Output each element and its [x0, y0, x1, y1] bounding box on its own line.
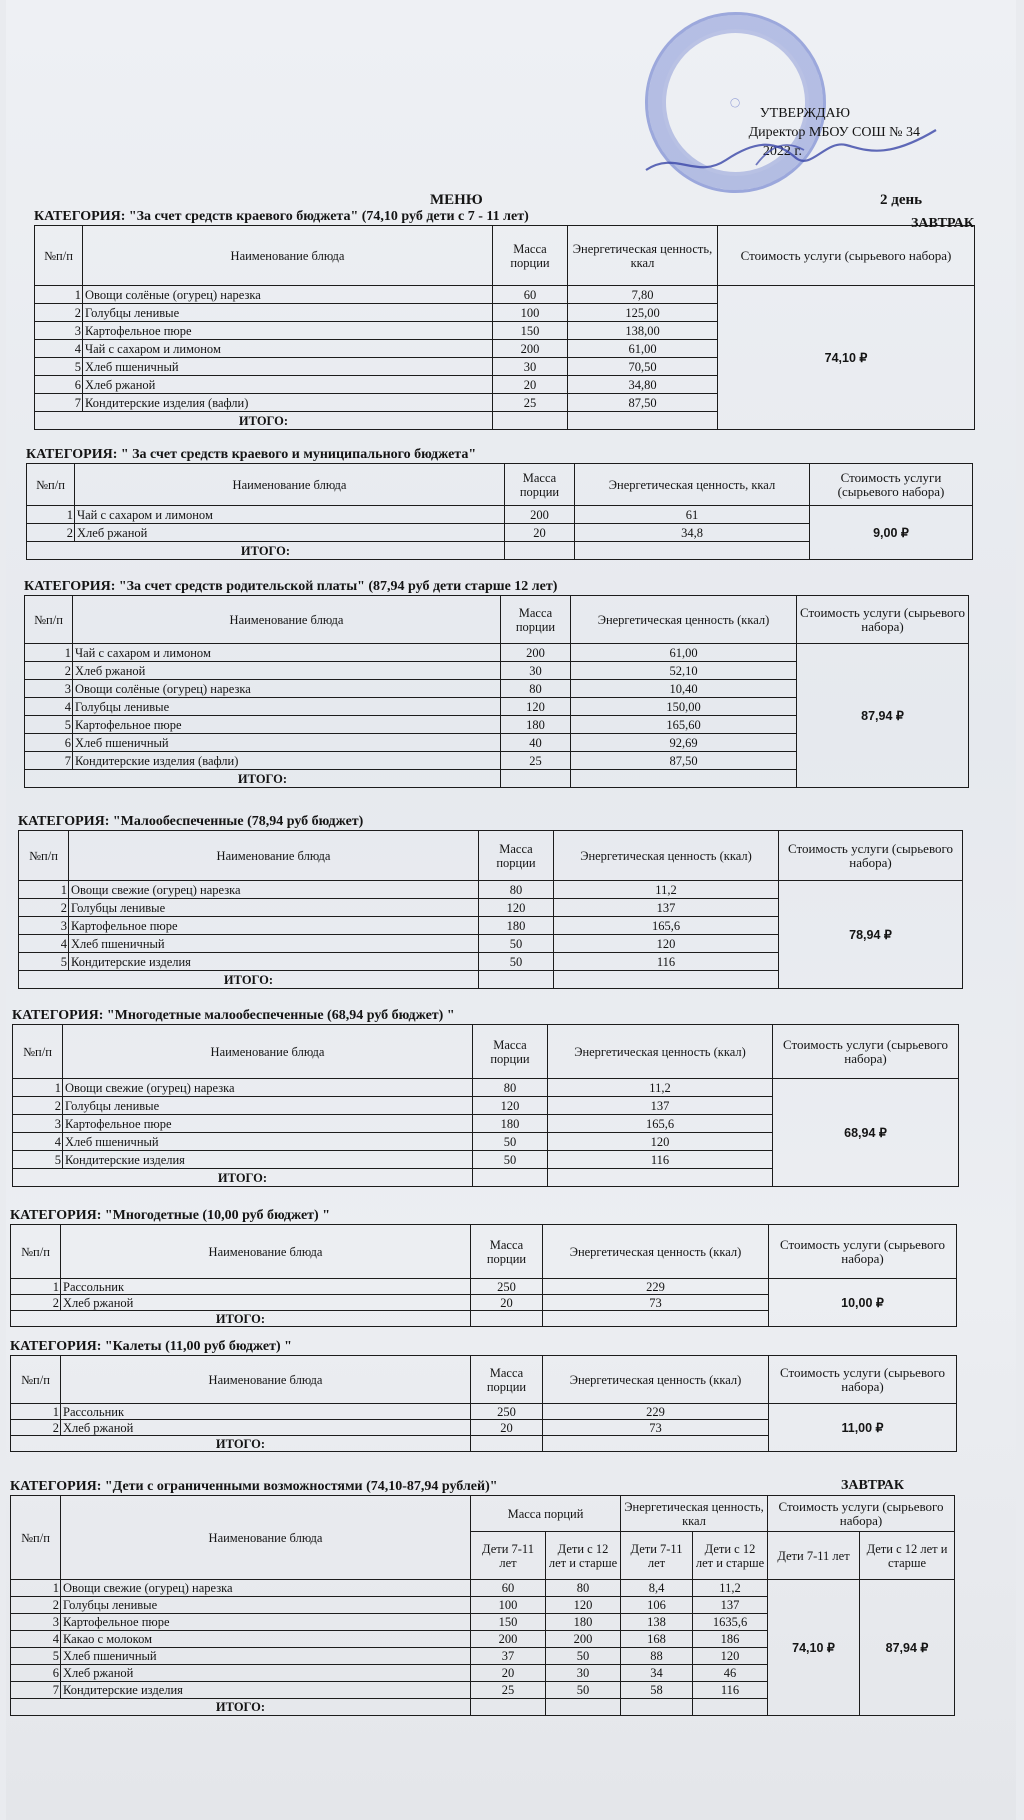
meal-label: ЗАВТРАК	[910, 216, 974, 231]
energy-7-11: 88	[621, 1648, 693, 1665]
col-energy: Энергетическая ценность (ккал)	[548, 1025, 773, 1079]
dish-energy: 87,50	[568, 394, 718, 412]
category-section	[34, 208, 974, 430]
category-section	[10, 1478, 954, 1716]
row-number: 3	[19, 917, 69, 935]
service-cost: 10,00 ₽	[769, 1279, 957, 1327]
energy-12: 186	[693, 1631, 768, 1648]
energy-7-11: 58	[621, 1682, 693, 1699]
dish-mass: 60	[493, 286, 568, 304]
dish-mass: 50	[473, 1151, 548, 1169]
col-cost: Стоимость услуги (сырьевого набора)	[773, 1025, 959, 1079]
total-cell	[693, 1699, 768, 1716]
total-energy	[571, 770, 797, 788]
table-row	[11, 1279, 957, 1295]
dish-name: Хлеб ржаной	[83, 376, 493, 394]
table-header	[11, 1356, 957, 1404]
col-energy: Энергетическая ценность (ккал)	[554, 831, 779, 881]
col-mass: Масса порции	[471, 1225, 543, 1279]
dish-mass: 20	[471, 1295, 543, 1311]
category-section	[18, 813, 962, 989]
energy-12: 116	[693, 1682, 768, 1699]
signature-icon	[636, 110, 946, 190]
table-header	[35, 226, 975, 286]
row-number: 5	[35, 358, 83, 376]
dish-mass: 20	[493, 376, 568, 394]
dish-name: Кондитерские изделия (вафли)	[83, 394, 493, 412]
table-header	[27, 464, 973, 506]
dish-name: Хлеб ржаной	[75, 524, 505, 542]
dish-name: Картофельное пюре	[61, 1614, 471, 1631]
col-cost: Стоимость услуги (сырьевого набора)	[768, 1496, 955, 1532]
dish-mass: 200	[501, 644, 571, 662]
energy-12: 11,2	[693, 1580, 768, 1597]
dish-name: Голубцы ленивые	[61, 1597, 471, 1614]
category-title: КАТЕГОРИЯ: "Многодетные (10,00 руб бюджет) "	[10, 1208, 330, 1223]
dish-energy: 116	[548, 1151, 773, 1169]
col-cost: Стоимость услуги (сырьевого набора)	[718, 226, 975, 286]
col-cost: Стоимость услуги (сырьевого набора)	[810, 464, 973, 506]
dish-mass: 80	[479, 881, 554, 899]
table-row	[25, 644, 969, 662]
energy-7-11: 106	[621, 1597, 693, 1614]
dish-name: Овощи свежие (огурец) нарезка	[69, 881, 479, 899]
mass-7-11: 37	[471, 1648, 546, 1665]
total-label: ИТОГО:	[11, 1311, 471, 1327]
col-mass: Масса порций	[471, 1496, 621, 1532]
col-name: Наименование блюда	[61, 1225, 471, 1279]
table-header	[25, 596, 969, 644]
total-label: ИТОГО:	[11, 1436, 471, 1452]
mass-12: 50	[546, 1682, 621, 1699]
col-mass: Масса порции	[473, 1025, 548, 1079]
menu-table	[18, 830, 963, 989]
col-energy: Энергетическая ценность, ккал	[568, 226, 718, 286]
director-line: Директор МБОУ СОШ № 34	[748, 125, 920, 140]
dish-name: Кондитерские изделия (вафли)	[73, 752, 501, 770]
row-number: 1	[25, 644, 73, 662]
col-kids-7-11: Дети 7-11 лет	[768, 1532, 860, 1580]
col-cost: Стоимость услуги (сырьевого набора)	[779, 831, 963, 881]
col-mass: Масса порции	[479, 831, 554, 881]
dish-name: Хлеб пшеничный	[63, 1133, 473, 1151]
dish-mass: 25	[501, 752, 571, 770]
total-mass	[501, 770, 571, 788]
dish-energy: 70,50	[568, 358, 718, 376]
dish-energy: 11,2	[548, 1079, 773, 1097]
col-name: Наименование блюда	[73, 596, 501, 644]
total-label: ИТОГО:	[27, 542, 505, 560]
col-name: Наименование блюда	[61, 1356, 471, 1404]
menu-table	[26, 463, 973, 560]
dish-energy: 116	[554, 953, 779, 971]
dish-name: Кондитерские изделия	[61, 1682, 471, 1699]
dish-mass: 200	[505, 506, 575, 524]
col-kids-12: Дети с 12 лет и старше	[693, 1532, 768, 1580]
dish-name: Голубцы ленивые	[73, 698, 501, 716]
dish-energy: 61,00	[571, 644, 797, 662]
col-num: №п/п	[11, 1225, 61, 1279]
menu-title: МЕНЮ	[430, 192, 483, 208]
dish-name: Овощи свежие (огурец) нарезка	[61, 1580, 471, 1597]
row-number: 5	[25, 716, 73, 734]
stamp-icon: ◯	[728, 95, 743, 109]
dish-mass: 180	[473, 1115, 548, 1133]
dish-name: Хлеб пшеничный	[69, 935, 479, 953]
category-section	[12, 1007, 958, 1187]
row-number: 2	[25, 662, 73, 680]
row-number: 1	[11, 1279, 61, 1295]
row-number: 7	[25, 752, 73, 770]
dish-name: Чай с сахаром и лимоном	[83, 340, 493, 358]
row-number: 3	[13, 1115, 63, 1133]
table-row	[19, 881, 963, 899]
dish-name: Хлеб ржаной	[61, 1665, 471, 1682]
row-number: 4	[25, 698, 73, 716]
col-num: №п/п	[19, 831, 69, 881]
row-number: 1	[11, 1404, 61, 1420]
dish-mass: 40	[501, 734, 571, 752]
total-label: ИТОГО:	[19, 971, 479, 989]
dish-mass: 180	[501, 716, 571, 734]
dish-name: Рассольник	[61, 1404, 471, 1420]
dish-name: Овощи солёные (огурец) нарезка	[73, 680, 501, 698]
energy-7-11: 138	[621, 1614, 693, 1631]
dish-mass: 50	[479, 935, 554, 953]
dish-mass: 20	[505, 524, 575, 542]
service-cost: 87,94 ₽	[797, 644, 969, 788]
dish-mass: 80	[473, 1079, 548, 1097]
dish-mass: 25	[493, 394, 568, 412]
row-number: 1	[35, 286, 83, 304]
dish-name: Овощи солёные (огурец) нарезка	[83, 286, 493, 304]
total-cell	[621, 1699, 693, 1716]
total-mass	[471, 1436, 543, 1452]
dish-name: Хлеб ржаной	[73, 662, 501, 680]
col-kids-7-11: Дети 7-11 лет	[621, 1532, 693, 1580]
dish-energy: 125,00	[568, 304, 718, 322]
table-header	[11, 1225, 957, 1279]
total-energy	[543, 1436, 769, 1452]
col-mass: Масса порции	[505, 464, 575, 506]
dish-name: Какао с молоком	[61, 1631, 471, 1648]
col-cost: Стоимость услуги (сырьевого набора)	[769, 1225, 957, 1279]
row-number: 6	[35, 376, 83, 394]
table-row	[27, 506, 973, 524]
col-cost: Стоимость услуги (сырьевого набора)	[797, 596, 969, 644]
dish-mass: 120	[501, 698, 571, 716]
total-label: ИТОГО:	[25, 770, 501, 788]
row-number: 1	[19, 881, 69, 899]
row-number: 2	[13, 1097, 63, 1115]
dish-energy: 73	[543, 1420, 769, 1436]
row-number: 1	[13, 1079, 63, 1097]
category-section	[10, 1338, 956, 1452]
mass-7-11: 100	[471, 1597, 546, 1614]
col-num: №п/п	[35, 226, 83, 286]
category-section	[26, 446, 972, 560]
dish-energy: 120	[554, 935, 779, 953]
row-number: 6	[11, 1665, 61, 1682]
mass-12: 50	[546, 1648, 621, 1665]
total-cell	[546, 1699, 621, 1716]
dish-energy: 150,00	[571, 698, 797, 716]
dish-name: Картофельное пюре	[83, 322, 493, 340]
row-number: 4	[13, 1133, 63, 1151]
category-title: КАТЕГОРИЯ: "Малообеспеченные (78,94 руб бюджет)	[18, 814, 364, 829]
row-number: 2	[27, 524, 75, 542]
total-mass	[471, 1311, 543, 1327]
row-number: 5	[11, 1648, 61, 1665]
dish-energy: 7,80	[568, 286, 718, 304]
col-name: Наименование блюда	[61, 1496, 471, 1580]
dish-mass: 180	[479, 917, 554, 935]
dish-name: Кондитерские изделия	[69, 953, 479, 971]
dish-mass: 50	[479, 953, 554, 971]
row-number: 4	[35, 340, 83, 358]
dish-mass: 250	[471, 1279, 543, 1295]
row-number: 7	[35, 394, 83, 412]
dish-energy: 52,10	[571, 662, 797, 680]
col-name: Наименование блюда	[75, 464, 505, 506]
row-number: 3	[11, 1614, 61, 1631]
energy-12: 46	[693, 1665, 768, 1682]
col-energy: Энергетическая ценность, ккал	[621, 1496, 768, 1532]
total-label: ИТОГО:	[13, 1169, 473, 1187]
dish-name: Хлеб пшеничный	[61, 1648, 471, 1665]
dish-name: Чай с сахаром и лимоном	[73, 644, 501, 662]
total-label: ИТОГО:	[11, 1699, 471, 1716]
dish-energy: 10,40	[571, 680, 797, 698]
dish-energy: 73	[543, 1295, 769, 1311]
row-number: 2	[11, 1420, 61, 1436]
col-kids-12: Дети с 12 лет и старше	[860, 1532, 955, 1580]
category-title: КАТЕГОРИЯ: "За счет средств краевого бюджета" (74,10 руб дети с 7 - 11 лет)	[34, 209, 529, 224]
total-mass	[493, 412, 568, 430]
col-kids-7-11: Дети 7-11 лет	[471, 1532, 546, 1580]
category-title: КАТЕГОРИЯ: "Калеты (11,00 руб бюджет) "	[10, 1339, 292, 1354]
mass-7-11: 200	[471, 1631, 546, 1648]
col-name: Наименование блюда	[63, 1025, 473, 1079]
menu-table	[24, 595, 969, 788]
col-num: №п/п	[11, 1356, 61, 1404]
col-energy: Энергетическая ценность (ккал)	[571, 596, 797, 644]
energy-7-11: 34	[621, 1665, 693, 1682]
col-mass: Масса порции	[471, 1356, 543, 1404]
dish-energy: 229	[543, 1404, 769, 1420]
dish-mass: 50	[473, 1133, 548, 1151]
menu-table	[10, 1355, 957, 1452]
dish-name: Хлеб пшеничный	[83, 358, 493, 376]
approve-date: 2022 г.	[762, 144, 802, 159]
col-kids-12: Дети с 12 лет и старше	[546, 1532, 621, 1580]
col-energy: Энергетическая ценность, ккал	[575, 464, 810, 506]
dish-energy: 229	[543, 1279, 769, 1295]
col-name: Наименование блюда	[69, 831, 479, 881]
total-energy	[554, 971, 779, 989]
row-number: 2	[35, 304, 83, 322]
dish-energy: 137	[548, 1097, 773, 1115]
row-number: 4	[11, 1631, 61, 1648]
dish-name: Рассольник	[61, 1279, 471, 1295]
dish-mass: 100	[493, 304, 568, 322]
service-cost: 68,94 ₽	[773, 1079, 959, 1187]
table-row	[13, 1079, 959, 1097]
table-header	[19, 831, 963, 881]
category-title: КАТЕГОРИЯ: " За счет средств краевого и муниципального бюджета"	[26, 447, 477, 462]
col-num: №п/п	[27, 464, 75, 506]
table-header	[11, 1496, 955, 1532]
col-num: №п/п	[11, 1496, 61, 1580]
row-number: 6	[25, 734, 73, 752]
dish-energy: 34,8	[575, 524, 810, 542]
category-title: КАТЕГОРИЯ: "Многодетные малообеспеченные (68,94 руб бюджет) "	[12, 1008, 455, 1023]
row-number: 1	[11, 1580, 61, 1597]
dish-name: Хлеб ржаной	[61, 1295, 471, 1311]
mass-12: 30	[546, 1665, 621, 1682]
dish-mass: 120	[473, 1097, 548, 1115]
dish-name: Чай с сахаром и лимоном	[75, 506, 505, 524]
total-energy	[568, 412, 718, 430]
approve-label: УТВЕРЖДАЮ	[759, 106, 850, 121]
dish-name: Картофельное пюре	[69, 917, 479, 935]
dish-energy: 165,60	[571, 716, 797, 734]
row-number: 5	[19, 953, 69, 971]
mass-7-11: 25	[471, 1682, 546, 1699]
col-energy: Энергетическая ценность (ккал)	[543, 1225, 769, 1279]
mass-12: 120	[546, 1597, 621, 1614]
menu-table	[34, 225, 975, 430]
service-cost-12: 87,94 ₽	[860, 1580, 955, 1716]
service-cost: 11,00 ₽	[769, 1404, 957, 1452]
dish-name: Голубцы ленивые	[63, 1097, 473, 1115]
table-row	[11, 1580, 955, 1597]
row-number: 3	[25, 680, 73, 698]
energy-7-11: 168	[621, 1631, 693, 1648]
row-number: 2	[19, 899, 69, 917]
col-num: №п/п	[25, 596, 73, 644]
dish-name: Голубцы ленивые	[83, 304, 493, 322]
dish-mass: 20	[471, 1420, 543, 1436]
row-number: 2	[11, 1295, 61, 1311]
menu-table	[10, 1495, 955, 1716]
dish-mass: 150	[493, 322, 568, 340]
col-mass: Масса порции	[493, 226, 568, 286]
dish-name: Кондитерские изделия	[63, 1151, 473, 1169]
dish-mass: 200	[493, 340, 568, 358]
total-mass	[473, 1169, 548, 1187]
row-number: 5	[13, 1151, 63, 1169]
meal-label: ЗАВТРАК	[840, 1478, 904, 1493]
total-cell	[471, 1699, 546, 1716]
mass-12: 80	[546, 1580, 621, 1597]
row-number: 7	[11, 1682, 61, 1699]
row-number: 4	[19, 935, 69, 953]
service-cost: 9,00 ₽	[810, 506, 973, 560]
category-section	[10, 1207, 956, 1327]
category-section	[24, 578, 968, 788]
dish-name: Картофельное пюре	[73, 716, 501, 734]
category-title: КАТЕГОРИЯ: "За счет средств родительской платы" (87,94 руб дети старше 12 лет)	[24, 579, 558, 594]
mass-7-11: 150	[471, 1614, 546, 1631]
dish-energy: 34,80	[568, 376, 718, 394]
col-num: №п/п	[13, 1025, 63, 1079]
dish-energy: 165,6	[554, 917, 779, 935]
dish-mass: 80	[501, 680, 571, 698]
dish-name: Картофельное пюре	[63, 1115, 473, 1133]
total-energy	[543, 1311, 769, 1327]
dish-mass: 30	[501, 662, 571, 680]
mass-7-11: 60	[471, 1580, 546, 1597]
energy-12: 137	[693, 1597, 768, 1614]
row-number: 3	[35, 322, 83, 340]
dish-mass: 250	[471, 1404, 543, 1420]
energy-12: 1635,6	[693, 1614, 768, 1631]
service-cost: 78,94 ₽	[779, 881, 963, 989]
energy-7-11: 8,4	[621, 1580, 693, 1597]
dish-name: Голубцы ленивые	[69, 899, 479, 917]
dish-energy: 137	[554, 899, 779, 917]
total-mass	[479, 971, 554, 989]
col-name: Наименование блюда	[83, 226, 493, 286]
row-number: 2	[11, 1597, 61, 1614]
dish-name: Хлеб ржаной	[61, 1420, 471, 1436]
mass-7-11: 20	[471, 1665, 546, 1682]
total-energy	[575, 542, 810, 560]
service-cost: 74,10 ₽	[718, 286, 975, 430]
dish-name: Хлеб пшеничный	[73, 734, 501, 752]
dish-energy: 61	[575, 506, 810, 524]
col-energy: Энергетическая ценность (ккал)	[543, 1356, 769, 1404]
dish-mass: 120	[479, 899, 554, 917]
service-cost-7-11: 74,10 ₽	[768, 1580, 860, 1716]
dish-name: Овощи свежие (огурец) нарезка	[63, 1079, 473, 1097]
dish-energy: 120	[548, 1133, 773, 1151]
total-label: ИТОГО:	[35, 412, 493, 430]
dish-energy: 165,6	[548, 1115, 773, 1133]
total-energy	[548, 1169, 773, 1187]
total-mass	[505, 542, 575, 560]
mass-12: 180	[546, 1614, 621, 1631]
dish-energy: 61,00	[568, 340, 718, 358]
category-title: КАТЕГОРИЯ: "Дети с ограниченными возможностями (74,10-87,94 рублей)"	[10, 1479, 498, 1494]
dish-energy: 138,00	[568, 322, 718, 340]
row-number: 1	[27, 506, 75, 524]
day-label: 2 день	[880, 192, 923, 208]
table-row	[35, 286, 975, 304]
dish-energy: 11,2	[554, 881, 779, 899]
menu-table	[10, 1224, 957, 1327]
dish-energy: 87,50	[571, 752, 797, 770]
table-row	[11, 1404, 957, 1420]
energy-12: 120	[693, 1648, 768, 1665]
mass-12: 200	[546, 1631, 621, 1648]
dish-mass: 30	[493, 358, 568, 376]
table-header	[13, 1025, 959, 1079]
col-mass: Масса порции	[501, 596, 571, 644]
dish-energy: 92,69	[571, 734, 797, 752]
col-cost: Стоимость услуги (сырьевого набора)	[769, 1356, 957, 1404]
menu-table	[12, 1024, 959, 1187]
